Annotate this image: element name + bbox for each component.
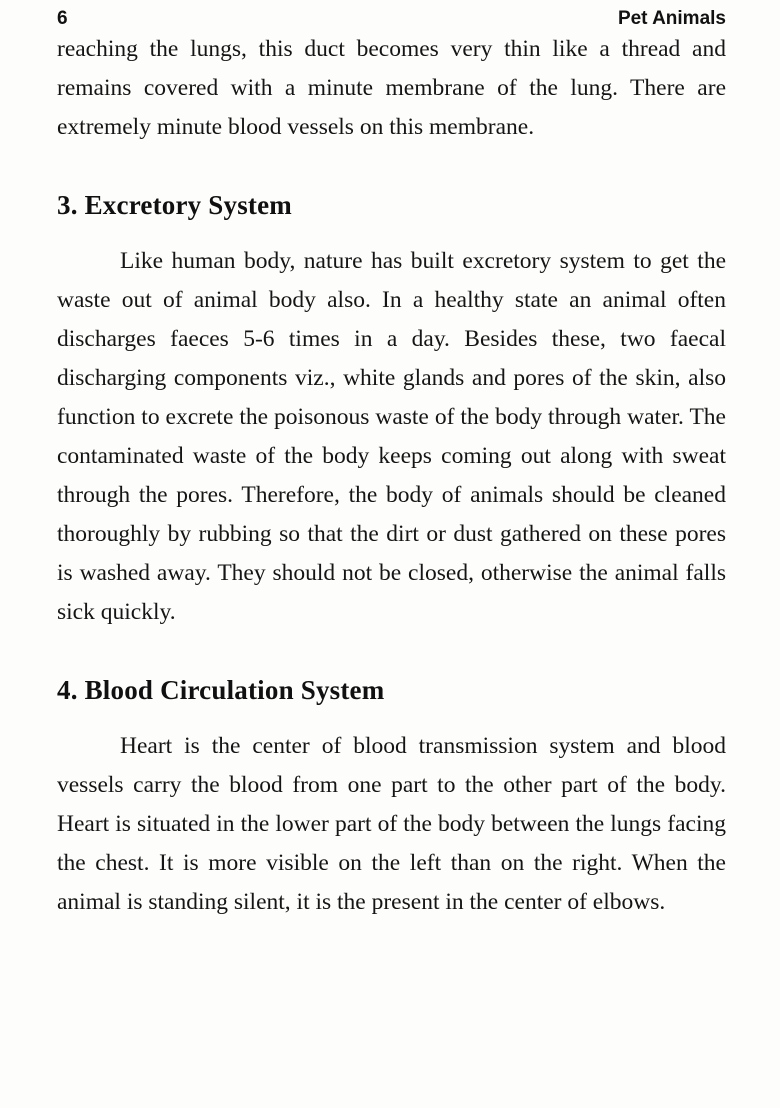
header-title: Pet Animals bbox=[617, 8, 726, 29]
blood-circulation-paragraph: Heart is the center of blood transmission system and blood vessels carry the blood from one part to the other part of the body. Heart is situated in the lower part of the body between the lungs facing the chest. It is more visible on the left than on the right. When the animal is standing silent, it is the present in the center of elbows. bbox=[57, 733, 726, 915]
section-heading-blood-circulation-system: 4. Blood Circulation System bbox=[57, 675, 385, 705]
page-number: 6 bbox=[57, 8, 68, 29]
section-heading-excretory-system: 3. Excretory System bbox=[57, 190, 292, 220]
intro-paragraph: reaching the lungs, this duct becomes very thin like a thread and remains covered with a minute membrane of the lung. There are extremely minute blood vessels on this membrane. bbox=[57, 36, 726, 140]
running-header bbox=[57, 6, 726, 30]
excretory-system-paragraph: Like human body, nature has built excretory system to get the waste out of animal body also. In a healthy state an animal often discharges faeces 5-6 times in a day. Besides these, two faecal discharging components viz., white glands and pores of the skin, also function to excrete the poisonous waste of the body through water. The contaminated waste of the body keeps coming out along with sweat through the pores. Therefore, the body of animals should be cleaned thoroughly by rubbing so that the dirt or dust gathered on these pores is washed away. They should not be closed, otherwise the animal falls sick quickly. bbox=[57, 248, 726, 625]
page-body bbox=[57, 30, 726, 922]
